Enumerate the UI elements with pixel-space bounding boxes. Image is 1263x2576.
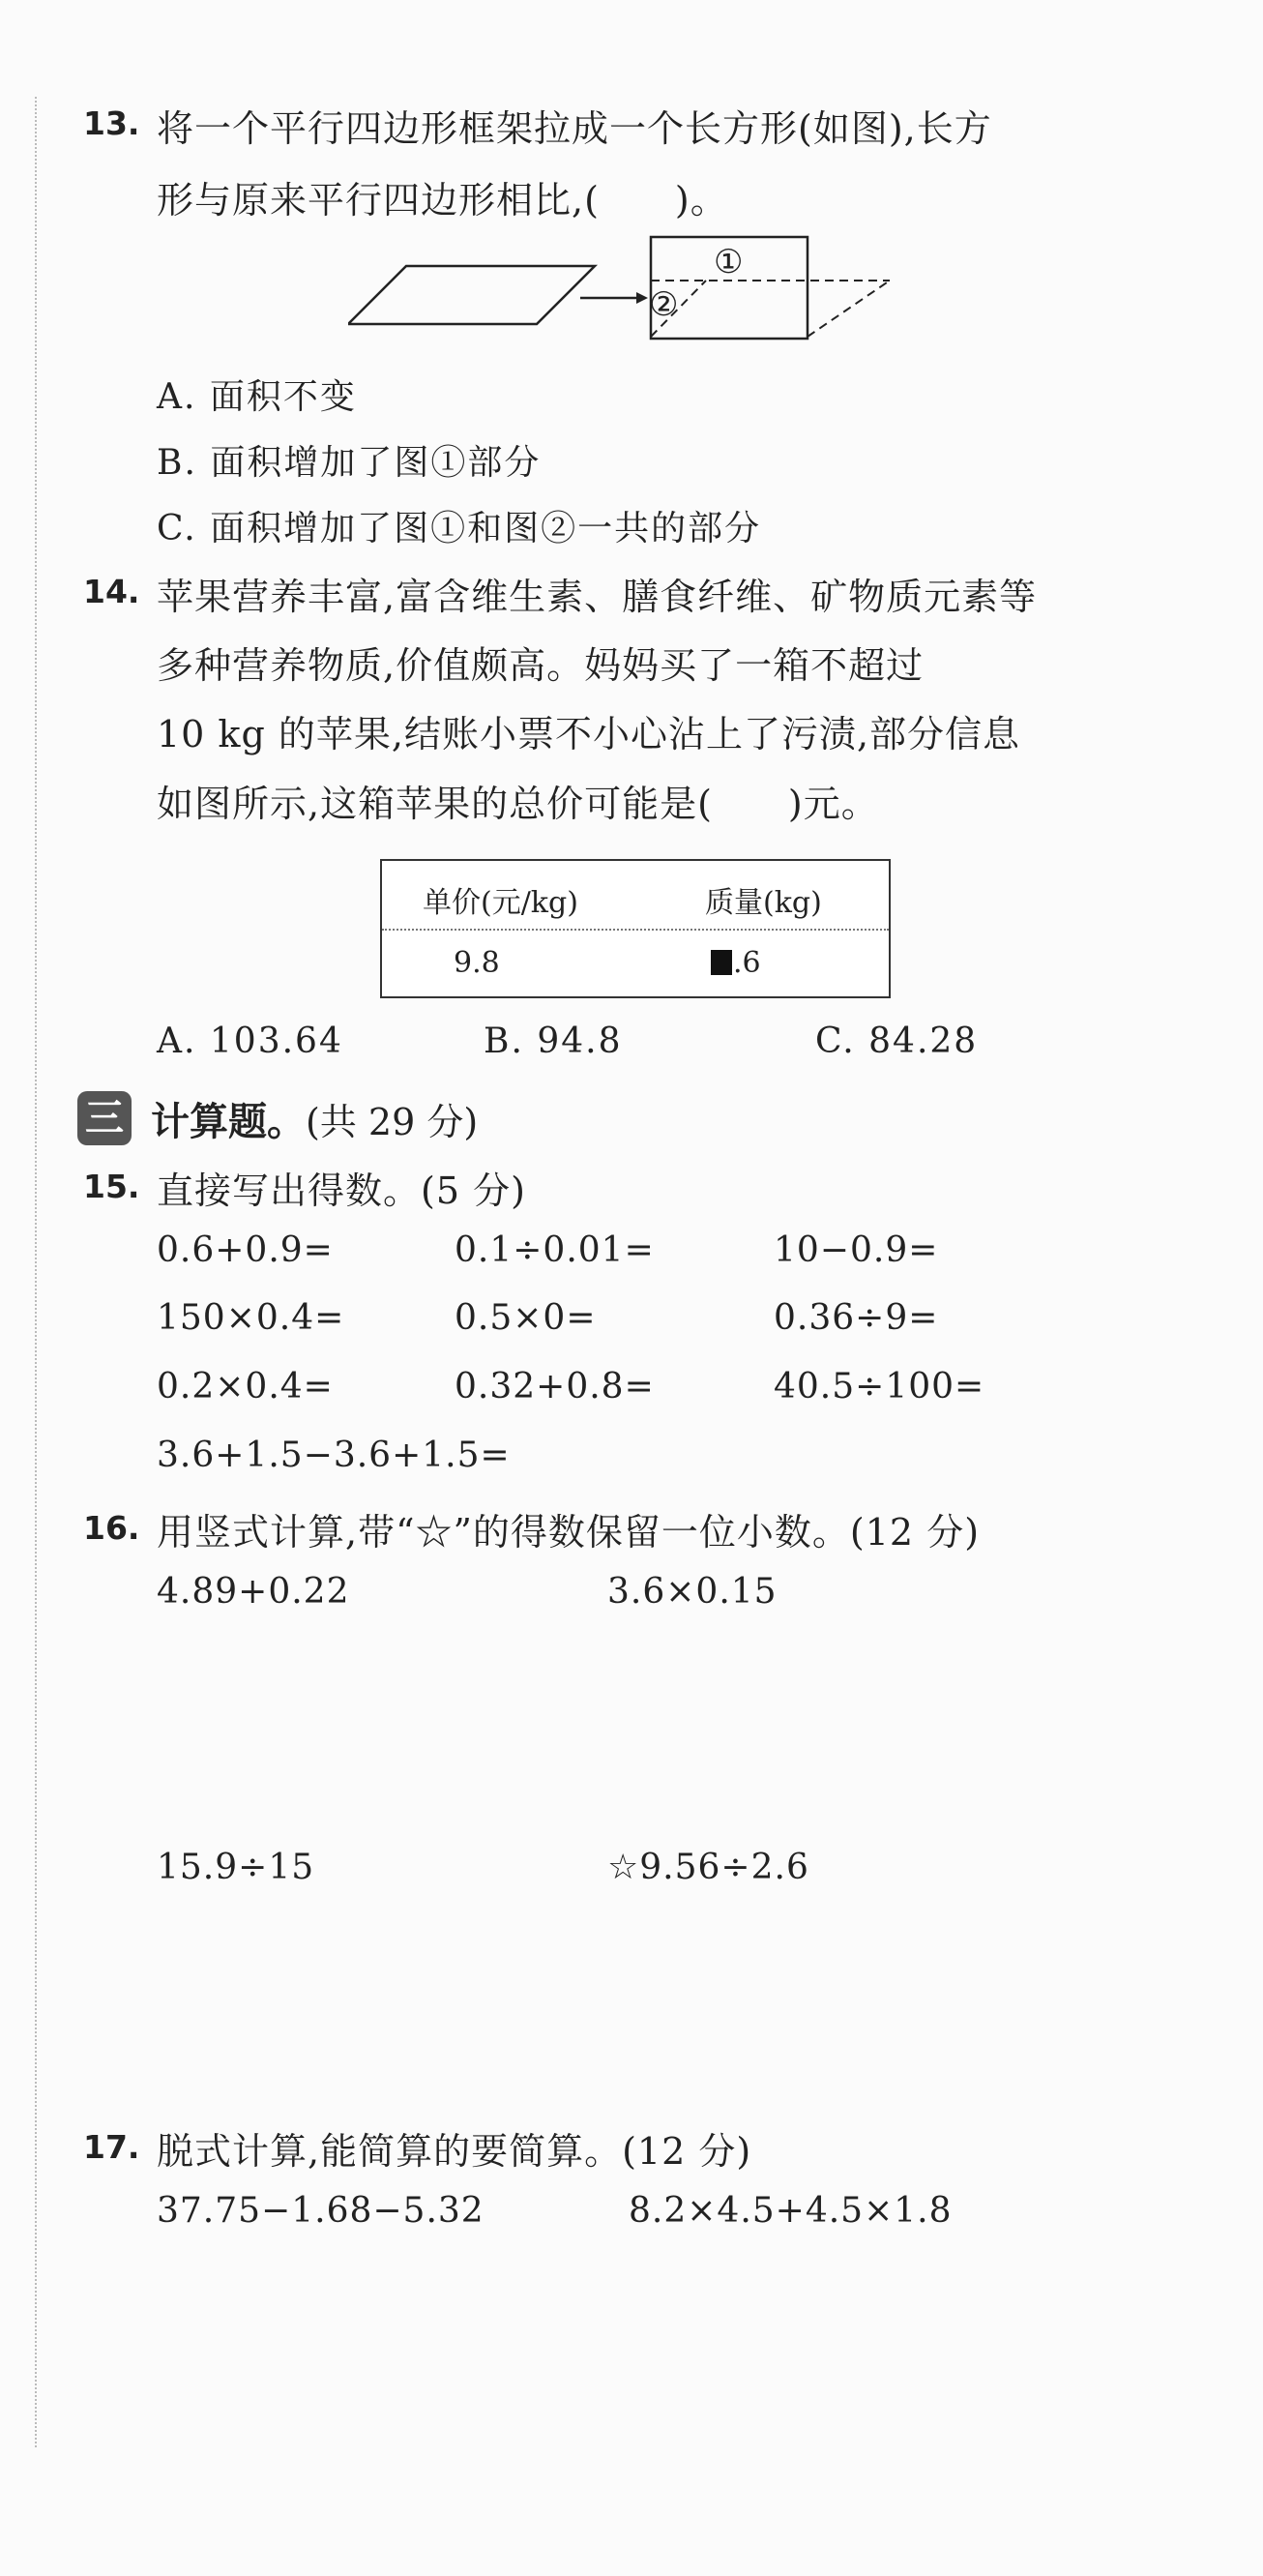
q14-option-c[interactable]: C. 84.28 — [815, 1022, 979, 1061]
q13-figure — [348, 232, 909, 358]
receipt-mass-value — [711, 946, 761, 980]
parallelogram-shape — [348, 266, 595, 324]
q14-text-line3: 10 kg 的苹果,结账小票不小心沾上了污渍,部分信息 — [157, 713, 1021, 755]
receipt-table — [380, 859, 891, 998]
receipt-header-mass: 质量(kg) — [705, 886, 822, 920]
q16-item: 4.89+0.22 — [157, 1572, 350, 1612]
receipt-mass-suffix: .6 — [733, 946, 761, 980]
receipt-price-value: 9.8 — [454, 946, 500, 980]
q15-item: 10−0.9= — [774, 1230, 939, 1270]
q14-text-line4: 如图所示,这箱苹果的总价可能是( )元。 — [157, 783, 879, 825]
q13-number: 13. — [83, 104, 140, 142]
q17-number: 17. — [83, 2128, 140, 2166]
binding-margin-line — [35, 97, 37, 2447]
section-badge: 三 — [77, 1091, 132, 1145]
arrow-head — [636, 292, 648, 304]
stain-blot — [711, 950, 732, 975]
dashed-right-edge — [808, 281, 890, 337]
q15-item: 150×0.4= — [157, 1298, 345, 1338]
q17-item: 8.2×4.5+4.5×1.8 — [629, 2191, 953, 2231]
q15-item: 3.6+1.5−3.6+1.5= — [157, 1436, 511, 1475]
q15-item: 0.32+0.8= — [455, 1367, 655, 1406]
region-label-2: ② — [649, 285, 679, 324]
section-title: 计算题。 — [151, 1100, 306, 1144]
q15-item: 0.6+0.9= — [157, 1230, 334, 1270]
q14-number: 14. — [83, 573, 140, 610]
region-label-1: ① — [714, 243, 744, 281]
q15-item: 40.5÷100= — [774, 1367, 985, 1406]
section-score: (共 29 分) — [306, 1101, 479, 1143]
q15-prompt: 直接写出得数。(5 分) — [157, 1170, 526, 1212]
q16-prompt: 用竖式计算,带“☆”的得数保留一位小数。(12 分) — [157, 1511, 981, 1554]
q17-item: 37.75−1.68−5.32 — [157, 2191, 485, 2231]
q14-option-a[interactable]: A. 103.64 — [157, 1022, 343, 1061]
q16-item: 15.9÷15 — [157, 1848, 315, 1887]
q15-item: 0.5×0= — [455, 1298, 597, 1338]
q17-prompt: 脱式计算,能简算的要简算。(12 分) — [157, 2130, 752, 2173]
q15-item: 0.2×0.4= — [157, 1367, 334, 1406]
q16-item: ☆9.56÷2.6 — [607, 1848, 809, 1887]
q14-text-line1: 苹果营养丰富,富含维生素、膳食纤维、矿物质元素等 — [157, 576, 1038, 618]
q13-option-c[interactable]: C. 面积增加了图①和图②一共的部分 — [157, 509, 762, 548]
q13-option-a[interactable]: A. 面积不变 — [157, 377, 357, 417]
q15-number: 15. — [83, 1168, 140, 1205]
q13-option-b[interactable]: B. 面积增加了图①部分 — [157, 443, 542, 483]
q16-number: 16. — [83, 1509, 140, 1547]
q13-text-line1: 将一个平行四边形框架拉成一个长方形(如图),长方 — [157, 107, 992, 150]
q15-item: 0.1÷0.01= — [455, 1230, 655, 1270]
receipt-header-price: 单价(元/kg) — [423, 886, 578, 920]
q14-text-line2: 多种营养物质,价值颇高。妈妈买了一箱不超过 — [157, 644, 925, 687]
q14-option-b[interactable]: B. 94.8 — [484, 1022, 623, 1061]
receipt-divider — [382, 929, 889, 931]
q15-item: 0.36÷9= — [774, 1298, 939, 1338]
q13-text-line2: 形与原来平行四边形相比,( )。 — [157, 179, 728, 222]
q16-item: 3.6×0.15 — [607, 1572, 778, 1612]
section-heading — [151, 1091, 478, 1146]
